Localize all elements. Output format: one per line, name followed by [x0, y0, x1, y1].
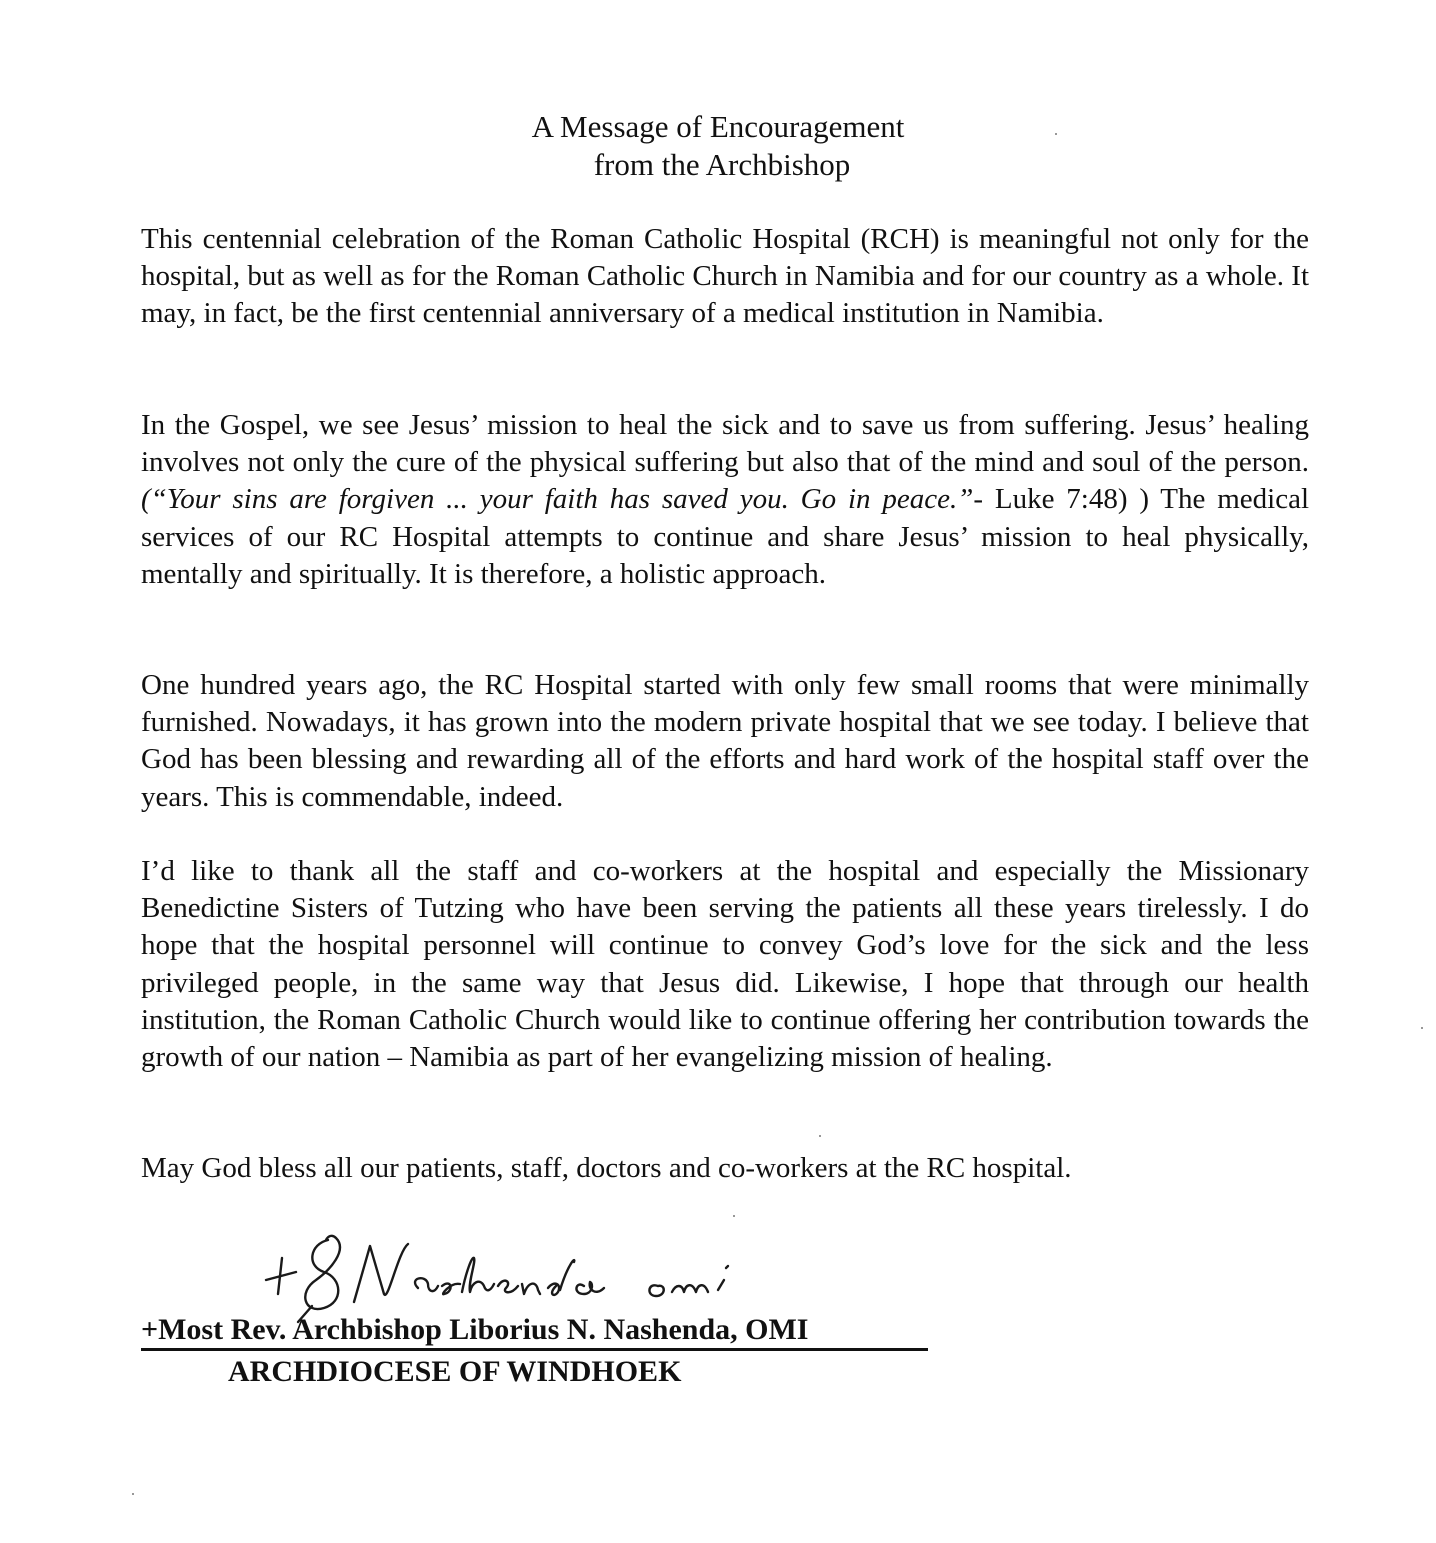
- scan-speck: [733, 1215, 735, 1217]
- signer-name: +Most Rev. Archbishop Liborius N. Nashenda, OMI: [141, 1313, 809, 1346]
- paragraph-thanks: I’d like to thank all the staff and co-workers at the hospital and especially the Missionary Benedictine Sisters of Tutzing who have been serving the patients all these years tirelessly. I do hope that the hospital personnel will continue to convey God’s love for the sick and the less privileged people, in the same way that Jesus did. Likewise, I hope that through our health institution, the Roman Catholic Church would like to continue offering her contribution towards the growth of our nation – Namibia as part of her evangelizing mission of healing.: [141, 855, 1309, 1074]
- letter-subtitle: from the Archbishop: [593, 147, 851, 182]
- paragraph-gospel-continuation: - Luke 7:48) ) The medical services of our RC Hospital attempts to continue and share Jesus’ mission to heal physically, mentally and spiritually. It is therefore, a holistic approach.: [141, 483, 1309, 590]
- scan-speck: [1055, 133, 1057, 135]
- paragraph-blessing: May God bless all our patients, staff, doctors and co-workers at the RC hospital.: [141, 1152, 1072, 1184]
- paragraph-centennial: This centennial celebration of the Roman Catholic Hospital (RCH) is meaningful not only for the hospital, but as well as for the Roman Catholic Church in Namibia and for our country as a whole. It may, in fact, be the first centennial anniversary of a medical institution in Namibia.: [141, 223, 1309, 330]
- scripture-quote: (“Your sins are forgiven ... your faith has saved you. Go in peace.”: [141, 483, 974, 516]
- paragraph-gospel-text: In the Gospel, we see Jesus’ mission to heal the sick and to save us from suffering. Jesus’ healing involves not only the cure of the physical suffering but also that of the mind and soul of the person.: [141, 409, 1309, 479]
- scan-speck: [819, 1135, 821, 1137]
- paragraph-history: One hundred years ago, the RC Hospital started with only few small rooms that were minimally furnished. Nowadays, it has grown into the modern private hospital that we see today. I believe that God has been blessing and rewarding all of the efforts and hard work of the hospital staff over the years. This is commendable, indeed.: [141, 669, 1309, 813]
- letter-title: A Message of Encouragement: [531, 109, 905, 144]
- paragraph-gospel: [141, 407, 1309, 593]
- archdiocese-name: ARCHDIOCESE OF WINDHOEK: [228, 1355, 682, 1388]
- scan-speck: [1421, 1027, 1423, 1029]
- scan-speck: [132, 1493, 134, 1495]
- signature-underline: [141, 1348, 928, 1351]
